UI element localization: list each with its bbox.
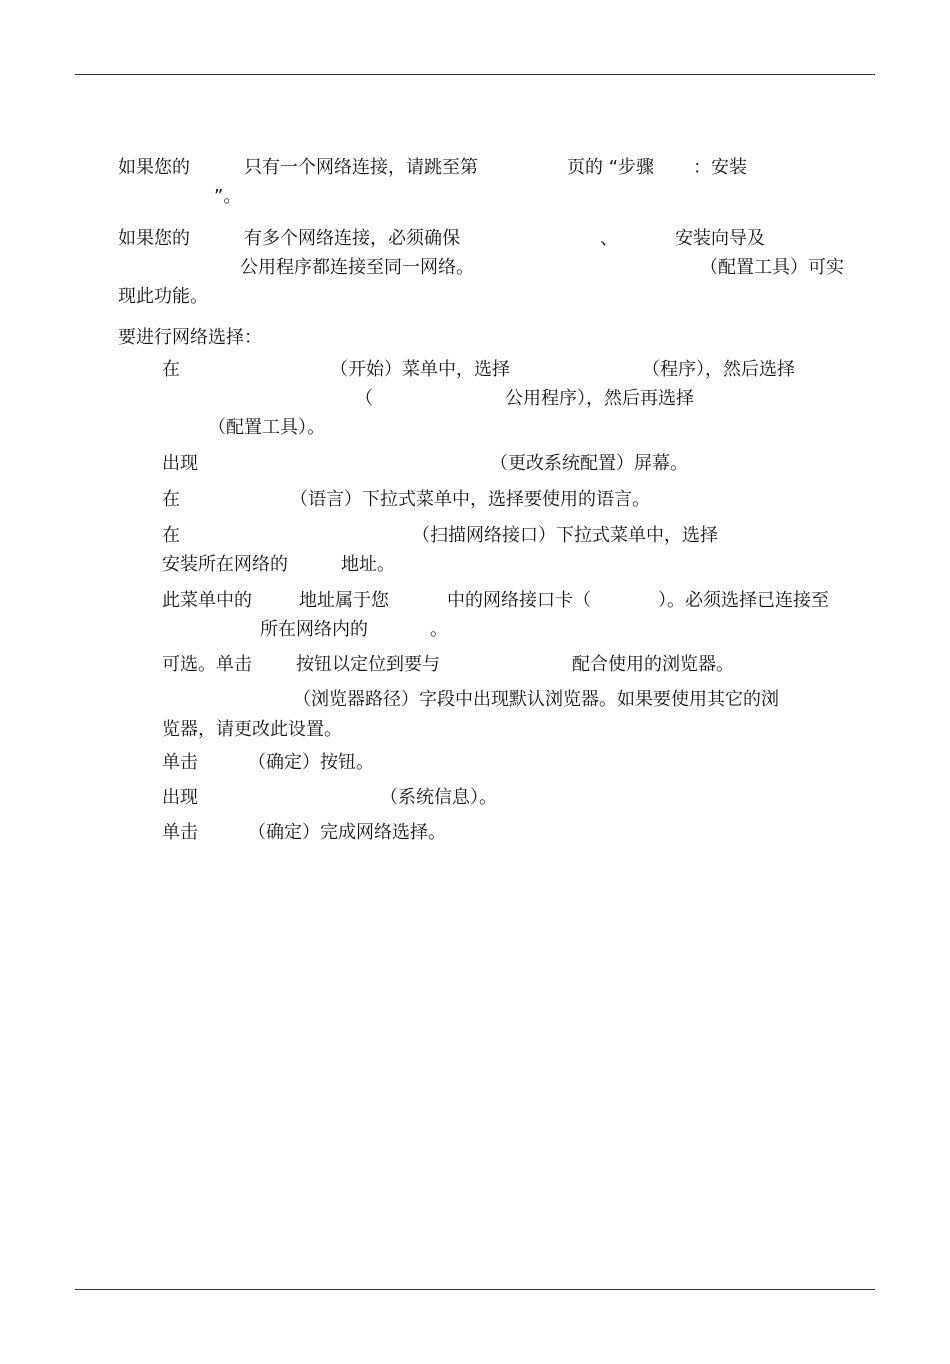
step-10-text: 单击: [162, 822, 198, 843]
step-1-text: （配置工具）。: [208, 417, 325, 438]
intro-multi-text: 、: [600, 228, 618, 249]
step-5-text: 。: [430, 619, 448, 640]
step-10-text: （确定）完成网络选择。: [248, 822, 446, 843]
intro-multi-text: （配置工具）可实: [700, 257, 844, 278]
step-3-text: 在: [162, 489, 180, 510]
step-5-text: 此菜单中的: [162, 590, 252, 611]
step-6-text: 可选。单击: [162, 654, 252, 675]
intro-single-text: ”。: [214, 186, 242, 207]
step-2-text: 出现: [162, 453, 198, 474]
intro-single-text: 如果您的: [118, 157, 190, 178]
intro-multi-text: 如果您的: [118, 228, 190, 249]
step-7-text: （浏览器路径）字段中出现默认浏览器。如果要使用其它的浏: [293, 689, 779, 710]
step-1-text: 公用程序），然后再选择: [505, 388, 694, 409]
intro-multi-text: 现此功能。: [118, 286, 208, 307]
step-1-text: （程序），然后选择: [642, 359, 795, 380]
step-4-text: （扫描网络接口）下拉式菜单中，选择: [412, 525, 718, 546]
step-1-text: 在: [162, 359, 180, 380]
step-4-text: 安装所在网络的: [162, 554, 288, 575]
intro-multi-text: 安装向导及: [675, 228, 765, 249]
step-7-text: 览器，请更改此设置。: [162, 719, 342, 740]
header-rule: [75, 74, 875, 75]
step-5-text: ）。必须选择已连接至: [658, 590, 829, 611]
step-9-text: （系统信息）。: [380, 787, 497, 808]
step-5-text: 所在网络内的: [260, 619, 368, 640]
step-1-text: （开始）菜单中，选择: [330, 359, 510, 380]
step-4-text: 在: [162, 525, 180, 546]
step-6-text: 配合使用的浏览器。: [572, 654, 734, 675]
intro-multi-text: 有多个网络连接，必须确保: [244, 228, 460, 249]
intro-multi-text: 公用程序都连接至同一网络。: [240, 257, 474, 278]
step-8-text: （确定）按钮。: [248, 752, 374, 773]
step-8-text: 单击: [162, 752, 198, 773]
intro-single-text: 只有一个网络连接，请跳至第: [244, 157, 478, 178]
step-5-text: 地址属于您: [299, 590, 389, 611]
step-3-text: （语言）下拉式菜单中，选择要使用的语言。: [290, 489, 650, 510]
step-1-text: （: [355, 388, 373, 409]
step-9-text: 出现: [162, 787, 198, 808]
steps-heading: 要进行网络选择：: [118, 327, 262, 348]
step-6-text: 按钮以定位到要与: [296, 654, 440, 675]
footer-rule: [75, 1289, 875, 1290]
step-5-text: 中的网络接口卡（: [447, 590, 591, 611]
intro-single-text: 页的 “步骤: [567, 157, 655, 178]
intro-single-text: ：安装: [693, 157, 747, 178]
step-2-text: （更改系统配置）屏幕。: [490, 453, 688, 474]
step-4-text: 地址。: [341, 554, 395, 575]
